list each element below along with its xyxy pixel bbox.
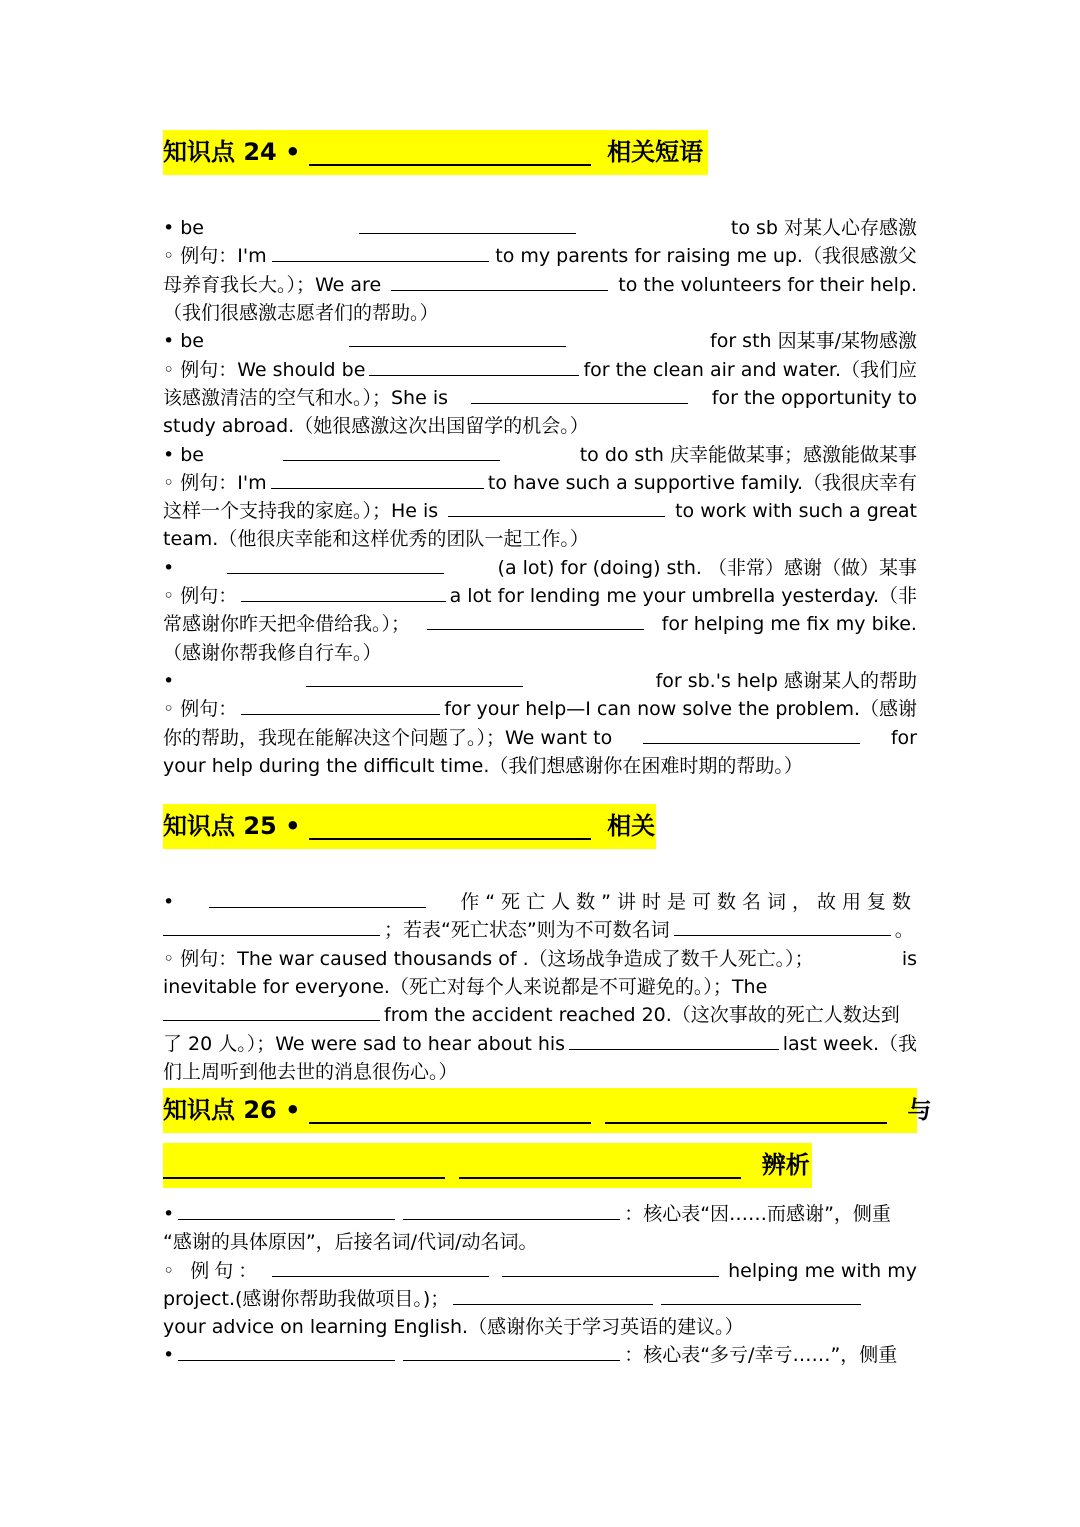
k24-line-10: [163, 469, 917, 497]
k26-blank-5[interactable]: [453, 1286, 653, 1305]
k24-blank-7[interactable]: [471, 385, 688, 404]
heading-k26-label: 知识点 26 •: [163, 1096, 301, 1124]
k26-line-4-text: project.(感谢你帮助我做项目。)；: [163, 1288, 450, 1310]
k26-line-1: [163, 1200, 917, 1228]
heading-k26-blank-2[interactable]: [605, 1092, 887, 1124]
k25-bullet: •: [163, 891, 175, 913]
heading-k24: [163, 130, 708, 175]
k24-line-4-text: （我们很感激志愿者们的帮助。）: [163, 302, 439, 324]
heading-k26-blank-3[interactable]: [163, 1147, 445, 1179]
k24-line-8: [163, 412, 917, 440]
k26-blank-7[interactable]: [178, 1342, 395, 1361]
k25-line-1-text: 作“死亡人数”讲时是可数名词，故用复数: [460, 891, 917, 913]
k26-bullet-1: •: [163, 1203, 175, 1225]
heading-k24-suffix: 相关短语: [607, 138, 704, 166]
k26-blank-4[interactable]: [502, 1258, 719, 1277]
k24-line-3: [163, 271, 917, 299]
k24-line-6: [163, 356, 917, 384]
k25-line-5-text: from the accident reached 20.（这次事故的死亡人数达到: [384, 1004, 900, 1026]
k24-line-5: [163, 327, 917, 355]
k25-line-3-text: ◦ 例句：The war caused thousands of .（这场战争造成了数千人死亡。）；: [163, 948, 814, 970]
k24-line-3-end: to the volunteers for their help.: [618, 274, 917, 296]
k25-blank-1[interactable]: [209, 889, 426, 908]
k24-line-13: [163, 554, 917, 582]
k24-blank-14[interactable]: [241, 583, 445, 602]
heading-k25-label: 知识点 25 •: [163, 812, 301, 840]
k24-line-19-text: 你的帮助，我现在能解决这个问题了。）；We want to: [163, 727, 613, 749]
k24-blank-2[interactable]: [272, 243, 489, 262]
k26-line-3-text: ◦ 例句：: [163, 1260, 263, 1282]
k24-line-7: [163, 384, 917, 412]
k24-line-20-text: your help during the difficult time.（我们想感谢你在困难时期的帮助。）: [163, 755, 803, 777]
k24-line-6-end: for the clean air and water.（我们应: [583, 359, 917, 381]
k24-line-2-end: to my parents for raising me up.（我很感激父: [495, 245, 917, 267]
heading-k26-yu: 与: [907, 1096, 932, 1124]
k25-line-1: [163, 888, 917, 916]
k24-line-13-end: (a lot) for (doing) sth. （非常）感谢（做）某事: [497, 557, 917, 579]
k26-line-6-text: ：核心表“多亏/幸亏……”，侧重: [624, 1344, 898, 1366]
heading-k25: [163, 804, 656, 849]
k24-line-7-end: for the opportunity to: [711, 387, 917, 409]
k25-line-6: [163, 1030, 917, 1058]
k24-blank-13[interactable]: [227, 555, 444, 574]
k24-line-20: [163, 752, 917, 780]
k24-line-8-text: study abroad.（她很感激这次出国留学的机会。）: [163, 415, 589, 437]
k24-line-9-end: to do sth 庆幸能做某事；感激能做某事: [579, 444, 917, 466]
heading-k25-blank[interactable]: [309, 808, 591, 840]
k24-blank-1[interactable]: [359, 215, 576, 234]
k25-line-7-text: 们上周听到他去世的消息很伤心。）: [163, 1061, 458, 1083]
k24-line-15: [163, 610, 917, 638]
heading-k26: [163, 1088, 932, 1133]
k24-line-15-end: for helping me fix my bike.: [661, 613, 917, 635]
k25-blank-4[interactable]: [163, 1002, 380, 1021]
k24-blank-9[interactable]: [283, 442, 500, 461]
k24-line-5-text: • be: [163, 330, 204, 352]
heading-k26-suffix: 辨析: [761, 1151, 810, 1179]
k26-blank-6[interactable]: [661, 1286, 861, 1305]
heading-k24-blank[interactable]: [309, 134, 591, 166]
k26-blank-8[interactable]: [403, 1342, 620, 1361]
k24-line-1: [163, 214, 917, 242]
k25-line-7: [163, 1058, 917, 1086]
k26-line-5-text: your advice on learning English.（感谢你关于学习英语的建议。）: [163, 1316, 744, 1338]
heading-k26-blank-1[interactable]: [309, 1092, 591, 1124]
k25-line-3: [163, 945, 917, 973]
k26-line-4: [163, 1285, 917, 1313]
k24-line-2-text: ◦ 例句：I'm: [163, 245, 267, 267]
k24-line-11-end: to work with such a great: [675, 500, 917, 522]
k25-line-2: [163, 916, 933, 944]
k24-blank-3[interactable]: [391, 272, 608, 291]
k24-line-17-end: for sb.'s help 感谢某人的帮助: [655, 670, 917, 692]
k24-line-12-text: team.（他很庆幸能和这样优秀的团队一起工作。）: [163, 528, 589, 550]
k24-line-3-text: 母养育我长大。）；We are: [163, 274, 382, 296]
k24-line-7-text: 该感激清洁的空气和水。）；She is: [163, 387, 449, 409]
k24-line-15-text: 常感谢你昨天把伞借给我。）；: [163, 613, 411, 635]
k24-line-14-end: a lot for lending me your umbrella yesterday.（非: [449, 585, 917, 607]
k24-line-19-end: for: [890, 727, 917, 749]
k24-line-12: [163, 525, 917, 553]
k24-blank-10[interactable]: [271, 470, 484, 489]
k26-bullet-2: •: [163, 1344, 175, 1366]
k24-blank-5[interactable]: [349, 328, 566, 347]
k25-line-6-text: 了 20 人。）；We were sad to hear about his: [163, 1033, 566, 1055]
k24-blank-19[interactable]: [643, 725, 860, 744]
k26-line-6: [163, 1341, 917, 1369]
k25-line-2-text: ；若表“死亡状态”则为不可数名词: [384, 919, 670, 941]
k26-blank-2[interactable]: [403, 1201, 620, 1220]
k26-line-3: [163, 1257, 917, 1285]
k24-line-18: [163, 695, 917, 723]
k24-line-10-end: to have such a supportive family.（我很庆幸有: [487, 472, 917, 494]
k24-line-13-text: •: [163, 557, 175, 579]
k24-blank-17[interactable]: [306, 668, 523, 687]
k24-line-1-end: to sb 对某人心存感激: [730, 217, 917, 239]
k24-line-16-text: （感谢你帮我修自行车。）: [163, 642, 382, 664]
k24-line-19: [163, 724, 917, 752]
k26-line-2: [163, 1228, 917, 1256]
k26-line-5: [163, 1313, 917, 1341]
k26-line-1-text: ：核心表“因……而感谢”，侧重: [624, 1203, 891, 1225]
k24-line-17: [163, 667, 917, 695]
k24-line-9: [163, 441, 917, 469]
k24-line-6-text: ◦ 例句：We should be: [163, 359, 366, 381]
k26-blank-3[interactable]: [272, 1258, 489, 1277]
k24-line-14-text: ◦ 例句：: [163, 585, 238, 607]
k24-line-16: [163, 639, 917, 667]
heading-k24-label: 知识点 24 •: [163, 138, 301, 166]
k24-line-14: [163, 582, 917, 610]
k25-line-2-end: 。: [894, 919, 914, 941]
k25-line-6-end: last week.（我: [782, 1033, 917, 1055]
k24-blank-11[interactable]: [448, 498, 665, 517]
k24-line-10-text: ◦ 例句：I'm: [163, 472, 267, 494]
k25-blank-2[interactable]: [163, 917, 380, 936]
k24-blank-6[interactable]: [369, 357, 579, 376]
k26-blank-1[interactable]: [178, 1201, 395, 1220]
k24-line-11-text: 这样一个支持我的家庭。）；He is: [163, 500, 439, 522]
k25-line-5: [163, 1001, 917, 1029]
heading-k26-cont: [163, 1143, 812, 1188]
k24-line-18-end: for your help—I can now solve the problem.（感谢: [444, 698, 917, 720]
k26-line-2-text: “感谢的具体原因”，后接名词/代词/动名词。: [163, 1231, 538, 1253]
k24-line-9-text: • be: [163, 444, 204, 466]
k24-line-2: [163, 242, 917, 270]
k25-line-4: [163, 973, 917, 1001]
k24-line-18-text: ◦ 例句：: [163, 698, 238, 720]
k24-blank-15[interactable]: [427, 611, 644, 630]
k24-line-1-text: • be: [163, 217, 204, 239]
heading-k25-suffix: 相关: [607, 812, 656, 840]
k24-line-11: [163, 497, 917, 525]
heading-k26-blank-4[interactable]: [459, 1147, 741, 1179]
k25-blank-3[interactable]: [674, 917, 891, 936]
k24-line-4: [163, 299, 917, 327]
k25-line-4-text: inevitable for everyone.（死亡对每个人来说都是不可避免的。）；The: [163, 976, 768, 998]
k25-line-3-end: is: [901, 948, 917, 970]
k24-line-5-end: for sth 因某事/某物感激: [710, 330, 917, 352]
k26-line-3-end: helping me with my: [728, 1260, 917, 1282]
k24-line-17-text: •: [163, 670, 175, 692]
k24-blank-18[interactable]: [241, 696, 440, 715]
k25-blank-5[interactable]: [569, 1031, 779, 1050]
